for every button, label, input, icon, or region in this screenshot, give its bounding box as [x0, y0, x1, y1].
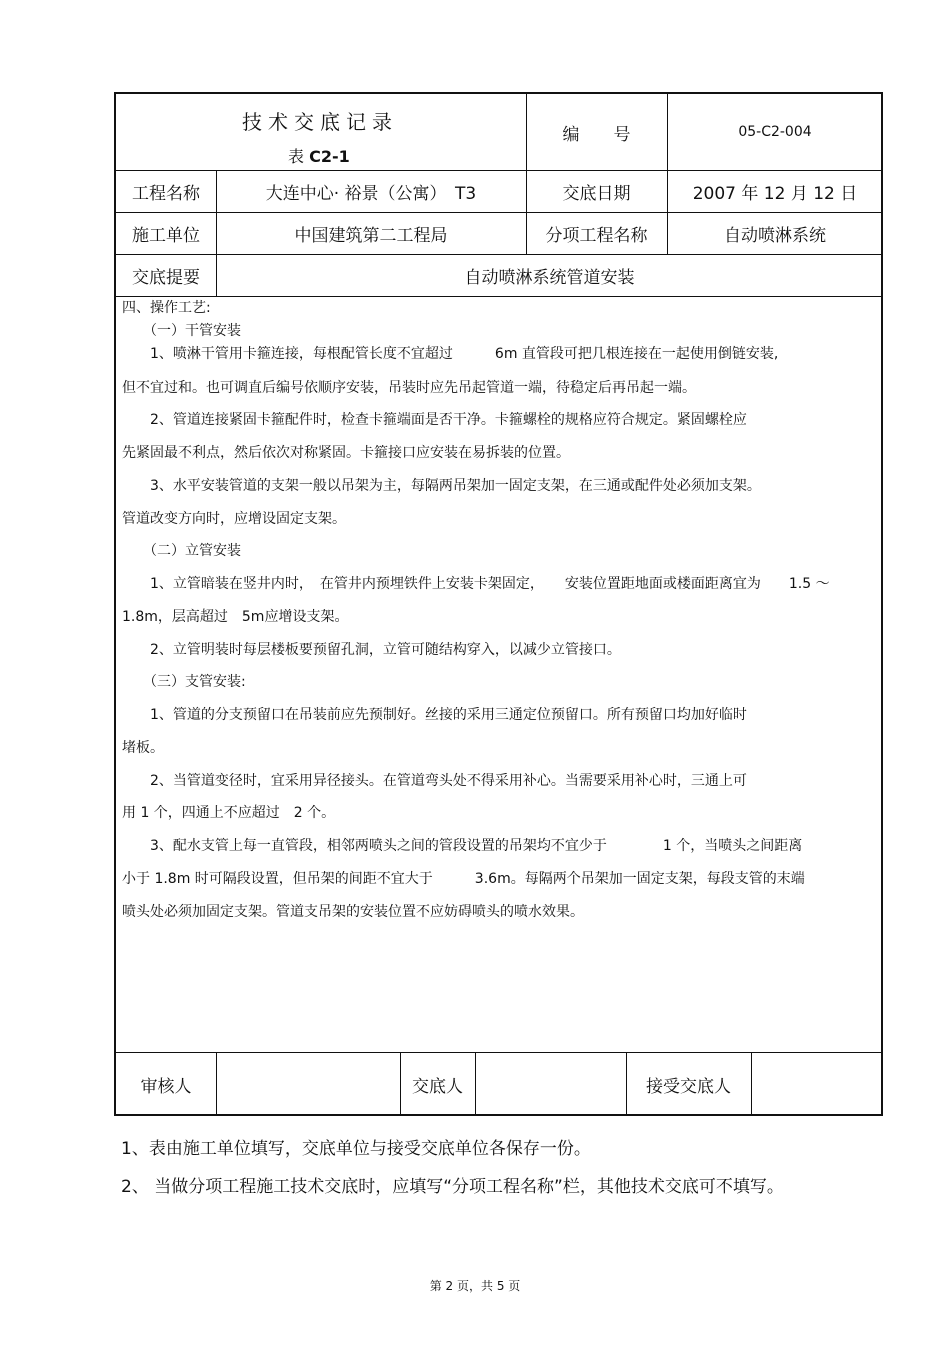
- discloser-label: 交底人: [412, 1076, 463, 1097]
- content-line: 1、喷淋干管用卡箍连接，每根配管长度不宜超过 6m 直管段可把几根连接在一起使用倒链安装,: [122, 346, 779, 362]
- reviewer-label: 审核人: [140, 1076, 192, 1097]
- row-divider: [116, 296, 881, 297]
- table-code-value: C2-1: [309, 147, 350, 166]
- content-line: 3、水平安装管道的支架一般以吊架为主，每隔两吊架加一固定支架，在三通或配件处必须加支架。: [122, 478, 761, 494]
- content-line: 3、配水支管上每一直管段，相邻两喷头之间的管段设置的吊架均不宜少于 1 个，当喷头之间距离: [122, 838, 803, 854]
- content-line: 先紧固最不利点，然后依次对称紧固。卡箍接口应安装在易拆装的位置。: [122, 445, 570, 461]
- content-line: （二）立管安装: [122, 543, 241, 559]
- disclosure-form: [114, 92, 883, 1116]
- content-line: 小于 1.8m 时可隔段设置，但吊架的间距不宜大于 3.6m。每隔两个吊架加一固定支架，每段支管的末端: [122, 871, 805, 887]
- content-line: 用 1 个，四通上不应超过 2 个。: [122, 805, 336, 821]
- content-line: 2、立管明装时每层楼板要预留孔洞，立管可随结构穿入，以减少立管接口。: [122, 642, 621, 658]
- content-line: 喷头处必须加固定支架。管道支吊架的安装位置不应妨碍喷头的喷水效果。: [122, 904, 584, 920]
- content-line: 1.8m，层高超过 5m应增设支架。: [122, 609, 349, 625]
- page-number: 第 2 页，共 5 页: [429, 1279, 521, 1293]
- note-1: 1、表由施工单位填写，交底单位与接受交底单位各保存一份。: [121, 1139, 591, 1159]
- content-line: 2、当管道变径时，宜采用异径接头。在管道弯头处不得采用补心。当需要采用补心时，三通上可: [122, 773, 747, 789]
- content-line: 四、操作工艺:: [122, 300, 211, 316]
- subproject-label: 分项工程名称: [545, 225, 648, 246]
- table-label: 表: [288, 147, 305, 166]
- content-line: 1、管道的分支预留口在吊装前应先预制好。丝接的采用三通定位预留口。所有预留口均加好临时: [122, 707, 747, 723]
- content-line: 1、立管暗装在竖井内时， 在管井内预埋铁件上安装卡架固定， 安装位置距地面或楼面距离宜为 1.5 ～: [122, 576, 830, 592]
- content-line: 但不宜过和。也可调直后编号依顺序安装，吊装时应先吊起管道一端，待稳定后再吊起一端。: [122, 380, 696, 396]
- unit-value: 中国建筑第二工程局: [294, 225, 448, 246]
- number-label: 编 号: [562, 124, 631, 145]
- content-line: （一）干管安装: [122, 323, 241, 339]
- table-code: [288, 144, 350, 167]
- content-line: 堵板。: [122, 740, 164, 756]
- content-line: （三）支管安装:: [122, 674, 246, 690]
- summary-value: 自动喷淋系统管道安装: [464, 267, 635, 288]
- note-2: 2、 当做分项工程施工技术交底时，应填写“分项工程名称”栏，其他技术交底可不填写。: [121, 1177, 784, 1197]
- content-line: 2、管道连接紧固卡箍配件时，检查卡箍端面是否干净。卡箍螺栓的规格应符合规定。紧固螺栓应: [122, 412, 747, 428]
- subproject-value: 自动喷淋系统: [724, 225, 826, 246]
- receiver-signature-field[interactable]: [751, 1052, 883, 1116]
- date-value: 2007 年 12 月 12 日: [692, 183, 858, 204]
- summary-label: 交底提要: [132, 267, 200, 288]
- unit-label: 施工单位: [132, 225, 200, 246]
- form-title: 技术交底记录: [242, 110, 398, 134]
- date-label: 交底日期: [562, 183, 631, 204]
- project-value: 大连中心· 裕景（公寓） T3: [265, 183, 477, 204]
- receiver-label: 接受交底人: [646, 1076, 731, 1097]
- number-value: 05-C2-004: [738, 124, 812, 140]
- content-line: 管道改变方向时，应增设固定支架。: [122, 511, 346, 527]
- discloser-signature-field[interactable]: [475, 1052, 626, 1116]
- project-label: 工程名称: [132, 183, 200, 204]
- reviewer-signature-field[interactable]: [216, 1052, 400, 1116]
